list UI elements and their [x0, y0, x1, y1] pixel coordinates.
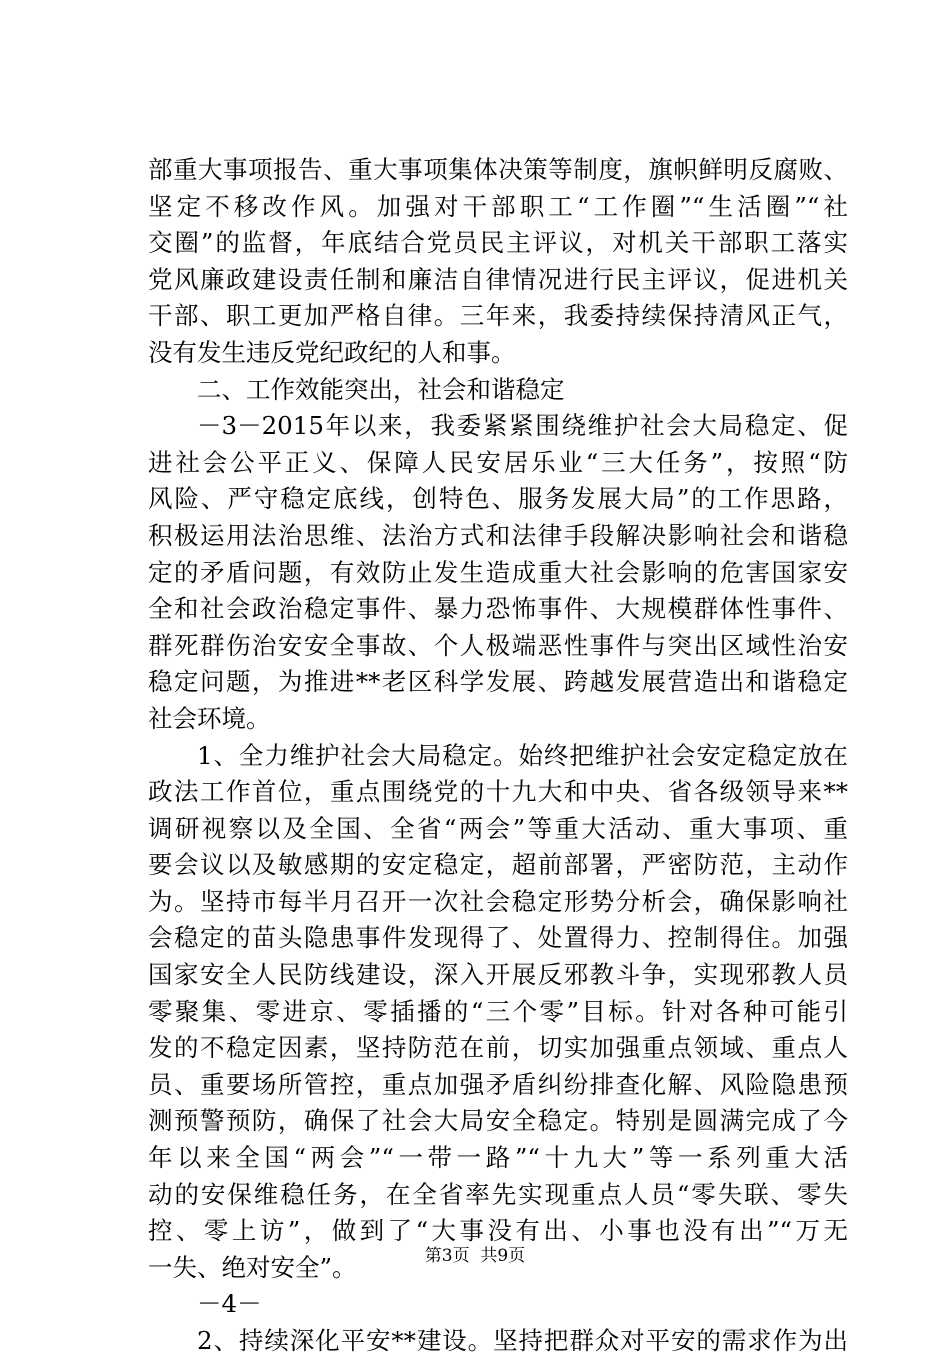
text-line: －3－2015年以来，我委紧紧围绕维护社会大局稳定、促 [197, 411, 848, 441]
text-line: 没有发生违反党纪政纪的人和事。 [148, 337, 516, 367]
text-line: 进社会公平正义、保障人民安居乐业“三大任务”，按照“防 [148, 447, 848, 477]
text-line: 1、全力维护社会大局稳定。始终把维护社会安定稳定放在 [197, 740, 848, 770]
text-line: 年以来全国“两会”“一带一路”“十九大”等一系列重大活 [148, 1143, 848, 1173]
text-line: 动的安保维稳任务，在全省率先实现重点人员“零失联、零失 [148, 1179, 848, 1209]
text-line: 坚定不移改作风。加强对干部职工“工作圈”“生活圈”“社 [148, 191, 848, 221]
text-line: 全和社会政治稳定事件、暴力恐怖事件、大规模群体性事件、 [148, 594, 848, 624]
text-line: 交圈”的监督，年底结合党员民主评议，对机关干部职工落实 [148, 228, 848, 258]
text-line: 干部、职工更加严格自律。三年来，我委持续保持清风正气， [148, 301, 848, 331]
text-line: 二、工作效能突出，社会和谐稳定 [197, 374, 565, 404]
text-line: 国家安全人民防线建设，深入开展反邪教斗争，实现邪教人员 [148, 960, 848, 990]
text-line: 2、持续深化平安**建设。坚持把群众对平安的需求作为出 [197, 1326, 848, 1355]
text-line: 一失、绝对安全”。 [148, 1252, 357, 1282]
text-line: 部重大事项报告、重大事项集体决策等制度，旗帜鲜明反腐败、 [148, 155, 848, 184]
text-line: 风险、严守稳定底线，创特色、服务发展大局”的工作思路， [148, 484, 848, 514]
text-line: 稳定问题，为推进**老区科学发展、跨越发展营造出和谐稳定 [148, 667, 848, 697]
text-line: 发的不稳定因素，坚持防范在前，切实加强重点领域、重点人 [148, 1033, 848, 1063]
text-line: 调研视察以及全国、全省“两会”等重大活动、重大事项、重 [148, 813, 848, 843]
text-line: 为。坚持市每半月召开一次社会稳定形势分析会，确保影响社 [148, 886, 848, 916]
text-line: 零聚集、零进京、零插播的“三个零”目标。针对各种可能引 [148, 996, 848, 1026]
text-line: 要会议以及敏感期的安定稳定，超前部署，严密防范，主动作 [148, 850, 848, 880]
page-footer: 第3页 共9页 [424, 1246, 526, 1266]
text-line: 测预警预防，确保了社会大局安全稳定。特别是圆满完成了今 [148, 1106, 848, 1136]
text-line: 积极运用法治思维、法治方式和法律手段解决影响社会和谐稳 [148, 520, 848, 550]
text-line: 定的矛盾问题，有效防止发生造成重大社会影响的危害国家安 [148, 557, 848, 587]
text-line: 会稳定的苗头隐患事件发现得了、处置得力、控制得住。加强 [148, 923, 848, 953]
text-line: 员、重要场所管控，重点加强矛盾纠纷排查化解、风险隐患预 [148, 1069, 848, 1099]
text-line: 控、零上访”，做到了“大事没有出、小事也没有出”“万无 [148, 1216, 848, 1246]
text-line: 群死群伤治安安全事故、个人极端恶性事件与突出区域性治安 [148, 630, 848, 660]
text-line: 党风廉政建设责任制和廉洁自律情况进行民主评议，促进机关 [148, 264, 848, 294]
text-line: －4－ [197, 1289, 262, 1319]
document-body [148, 152, 848, 1360]
text-line: 政法工作首位，重点围绕党的十九大和中央、省各级领导来** [148, 777, 848, 807]
text-line: 社会环境。 [148, 703, 271, 733]
